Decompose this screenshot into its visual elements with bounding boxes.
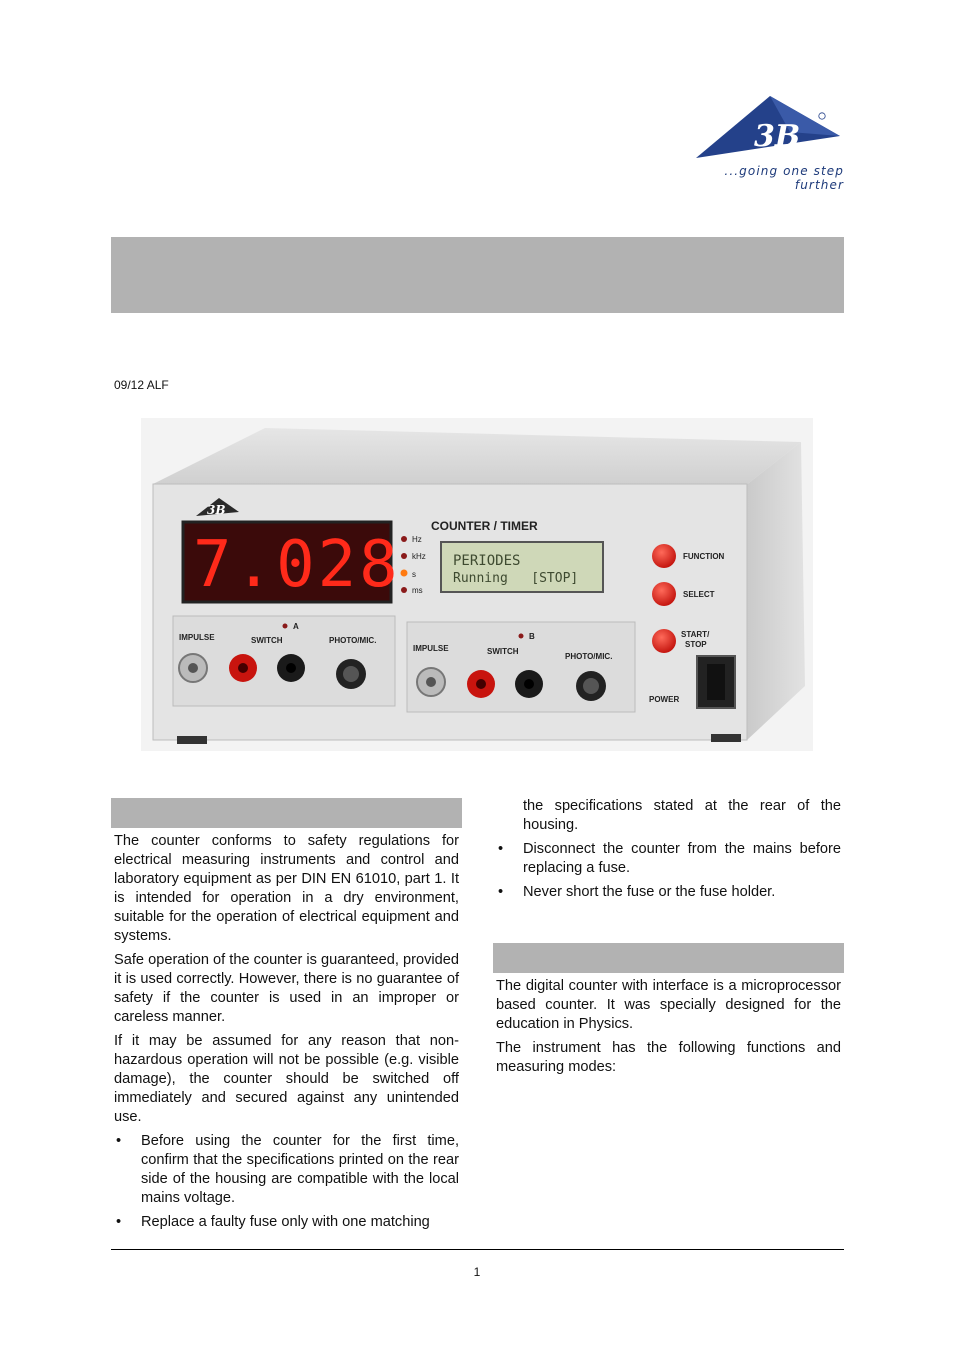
counter-timer-photo — [141, 418, 813, 751]
right-column-top — [496, 797, 841, 907]
start-stop-button-icon — [652, 629, 676, 653]
svg-text:PHOTO/MIC.: PHOTO/MIC. — [329, 636, 377, 645]
paragraph: Safe operation of the counter is guaranteed, provided it is used correctly. However, there is no guarantee of safety if the counter is used in an improper or careless manner. — [114, 952, 459, 1025]
svg-text:SWITCH: SWITCH — [251, 636, 283, 645]
svg-text:STOP: STOP — [685, 640, 707, 649]
function-button-icon — [652, 544, 676, 568]
svg-text:POWER: POWER — [649, 695, 680, 704]
svg-text:PHOTO/MIC.: PHOTO/MIC. — [565, 652, 613, 661]
svg-text:SELECT: SELECT — [683, 590, 715, 599]
svg-text:kHz: kHz — [412, 552, 426, 561]
svg-text:s: s — [412, 570, 416, 579]
logo-tagline: ...going one step further — [724, 164, 844, 192]
svg-text:Hz: Hz — [412, 535, 422, 544]
footer-rule — [111, 1249, 844, 1250]
svg-text:ms: ms — [412, 586, 423, 595]
page-number: 1 — [473, 1265, 481, 1279]
lcd-line-2: Running [STOP] — [453, 571, 579, 586]
svg-text:IMPULSE: IMPULSE — [413, 644, 449, 653]
svg-text:SWITCH: SWITCH — [487, 647, 519, 656]
led-display: 7.028 — [193, 528, 401, 602]
document-code: 09/12 ALF — [114, 378, 169, 392]
lcd-line-1: PERIODES — [453, 553, 521, 569]
bullet-list — [114, 1132, 459, 1232]
svg-text:3B: 3B — [207, 503, 226, 517]
continuation-text: the specifications stated at the rear of the housing. — [523, 798, 841, 833]
paragraph: The instrument has the following functions and measuring modes: — [496, 1040, 841, 1075]
right-column-bottom — [496, 977, 841, 1082]
3b-triangle-logo-icon — [672, 92, 848, 162]
title-bar — [111, 237, 844, 313]
list-item: • Never short the fuse or the fuse holder. — [498, 884, 776, 900]
section-bar-safety — [111, 798, 462, 828]
paragraph: The counter conforms to safety regulations for electrical measuring instruments and control and laboratory equipment as per DIN EN 61010, part 1. It is intended for operation in a dry environment, suitable for the operation of electrical equipment and systems. — [114, 833, 459, 944]
select-button-icon — [652, 582, 676, 606]
left-column — [114, 832, 459, 1237]
list-item: • Replace a faulty fuse only with one matching — [116, 1214, 430, 1230]
svg-text:IMPULSE: IMPULSE — [179, 633, 215, 642]
svg-text:B: B — [529, 632, 535, 641]
brand-logo — [672, 92, 848, 192]
list-item: • Disconnect the counter from the mains before replacing a fuse. — [498, 841, 841, 876]
svg-text:3B: 3B — [754, 119, 801, 154]
svg-text:A: A — [293, 622, 299, 631]
section-bar-description — [493, 943, 844, 973]
svg-text:START/: START/ — [681, 630, 710, 639]
svg-text:FUNCTION: FUNCTION — [683, 552, 725, 561]
paragraph: The digital counter with interface is a microprocessor based counter. It was specially designed for the education in Physics. — [496, 978, 841, 1032]
bullet-list — [496, 840, 841, 902]
panel-title: COUNTER / TIMER — [431, 519, 538, 533]
paragraph: If it may be assumed for any reason that non-hazardous operation will not be possible (e.g. visible damage), the counter should be switched off immediately and secured against any unintended use. — [114, 1033, 459, 1125]
list-item: • Before using the counter for the first time, confirm that the specifications printed on the rear side of the housing are compatible with the local mains voltage. — [116, 1133, 459, 1206]
